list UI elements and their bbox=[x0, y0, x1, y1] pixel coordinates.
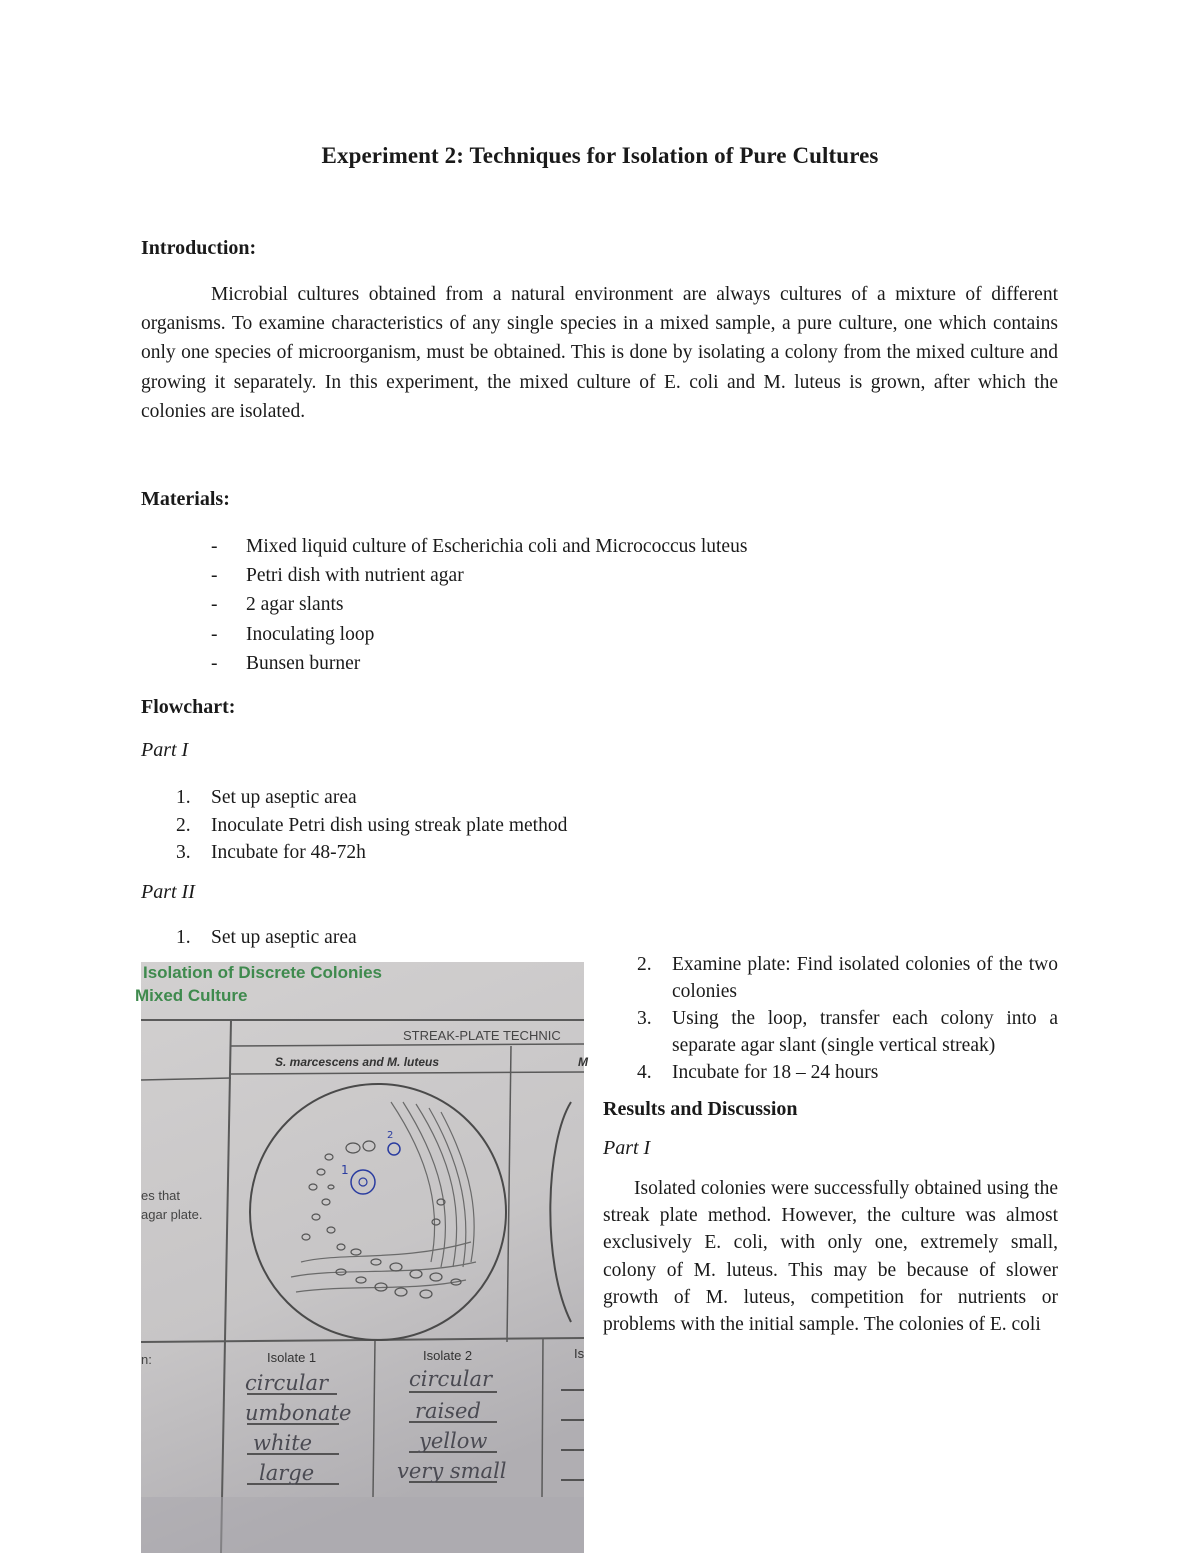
results-text: Isolated colonies were successfully obtained using the streak plate method. However, the culture was almost exclusively E. coli, with only one, extremely small, colony of M. luteus. This may be because of slower growth of M. luteus, competition for nutrients or problems with the initial sample. The colonies of E. coli bbox=[603, 1178, 1058, 1336]
paper-background bbox=[141, 962, 584, 1553]
introduction-text: Microbial cultures obtained from a natural environment are always cultures of a mixture of different organisms. To examine characteristics of any single species in a mixed sample, a pure culture, one which contains only one species of microorganism, must be obtained. This is done by isolating a colony from the mixed culture and growing it separately. In this experiment, the mixed culture of E. coli and M. luteus is grown, after which the colonies are isolated. bbox=[141, 284, 1058, 422]
worksheet-photo bbox=[135, 962, 588, 1553]
row-label: n: bbox=[141, 1352, 152, 1367]
isolate2-elevation: raised bbox=[415, 1399, 481, 1423]
isolate2-shape: circular bbox=[409, 1367, 493, 1391]
column-label: S. marcescens and M. luteus bbox=[275, 1055, 440, 1069]
side-text-1: es that bbox=[141, 1188, 181, 1203]
part1-steps bbox=[141, 784, 567, 867]
flowchart-heading: Flowchart: bbox=[141, 696, 236, 718]
isolate2-color: yellow bbox=[419, 1429, 488, 1453]
materials-list bbox=[141, 532, 747, 678]
photo-header-line1: Isolation of Discrete Colonies bbox=[143, 963, 382, 982]
materials-heading: Materials: bbox=[141, 488, 230, 510]
list-item: - Inoculating loop bbox=[211, 623, 375, 645]
mark-1: 1 bbox=[341, 1163, 349, 1177]
column2-label-fragment: M bbox=[578, 1055, 588, 1069]
results-heading: Results and Discussion bbox=[603, 1098, 798, 1120]
list-item: 1. Set up aseptic area bbox=[176, 927, 357, 948]
part2-steps-first bbox=[141, 924, 357, 952]
list-item: 2. Examine plate: Find isolated colonies of the two colonies bbox=[637, 954, 1058, 1002]
mark-2: 2 bbox=[387, 1130, 394, 1141]
document-title: Experiment 2: Techniques for Isolation of Pure Cultures bbox=[321, 143, 879, 168]
results-part1-label: Part I bbox=[603, 1137, 651, 1159]
right-column bbox=[603, 951, 1058, 1338]
isolate2-size: very small bbox=[397, 1459, 507, 1483]
list-item: - Petri dish with nutrient agar bbox=[211, 565, 464, 587]
list-item: 2. Inoculate Petri dish using streak plate method bbox=[176, 814, 568, 836]
list-item: 1. Set up aseptic area bbox=[176, 787, 357, 808]
worksheet-photo-drawing bbox=[135, 962, 588, 1553]
isolate3-label: Is bbox=[574, 1346, 585, 1361]
isolate2-label: Isolate 2 bbox=[423, 1348, 473, 1363]
part2-label: Part II bbox=[141, 881, 195, 903]
list-item: - Bunsen burner bbox=[211, 652, 361, 674]
photo-shadow bbox=[141, 1497, 584, 1553]
part1-label: Part I bbox=[141, 739, 189, 761]
isolate1-elevation: umbonate bbox=[245, 1401, 352, 1425]
photo-header-line2: Mixed Culture bbox=[135, 986, 248, 1005]
list-item: 3. Using the loop, transfer each colony into a separate agar slant (single vertical streak) bbox=[637, 1008, 1058, 1056]
introduction-heading: Introduction: bbox=[141, 237, 257, 259]
isolate1-shape: circular bbox=[245, 1371, 329, 1395]
list-item: 3. Incubate for 48-72h bbox=[176, 842, 366, 863]
isolate1-label: Isolate 1 bbox=[267, 1350, 317, 1365]
table-line bbox=[542, 1338, 543, 1497]
isolate1-size: large bbox=[259, 1461, 315, 1485]
list-item: - Mixed liquid culture of Escherichia coli and Micrococcus luteus bbox=[211, 536, 748, 557]
side-text-2: agar plate. bbox=[141, 1207, 203, 1222]
results-paragraph bbox=[603, 1175, 1058, 1338]
table-header-text: STREAK-PLATE TECHNIC bbox=[403, 1028, 561, 1043]
list-item: - 2 agar slants bbox=[211, 594, 344, 616]
part2-steps-continued bbox=[603, 951, 1058, 1086]
list-item: 4. Incubate for 18 – 24 hours bbox=[637, 1062, 879, 1083]
introduction-paragraph bbox=[141, 280, 1058, 426]
isolate1-color: white bbox=[253, 1431, 313, 1455]
